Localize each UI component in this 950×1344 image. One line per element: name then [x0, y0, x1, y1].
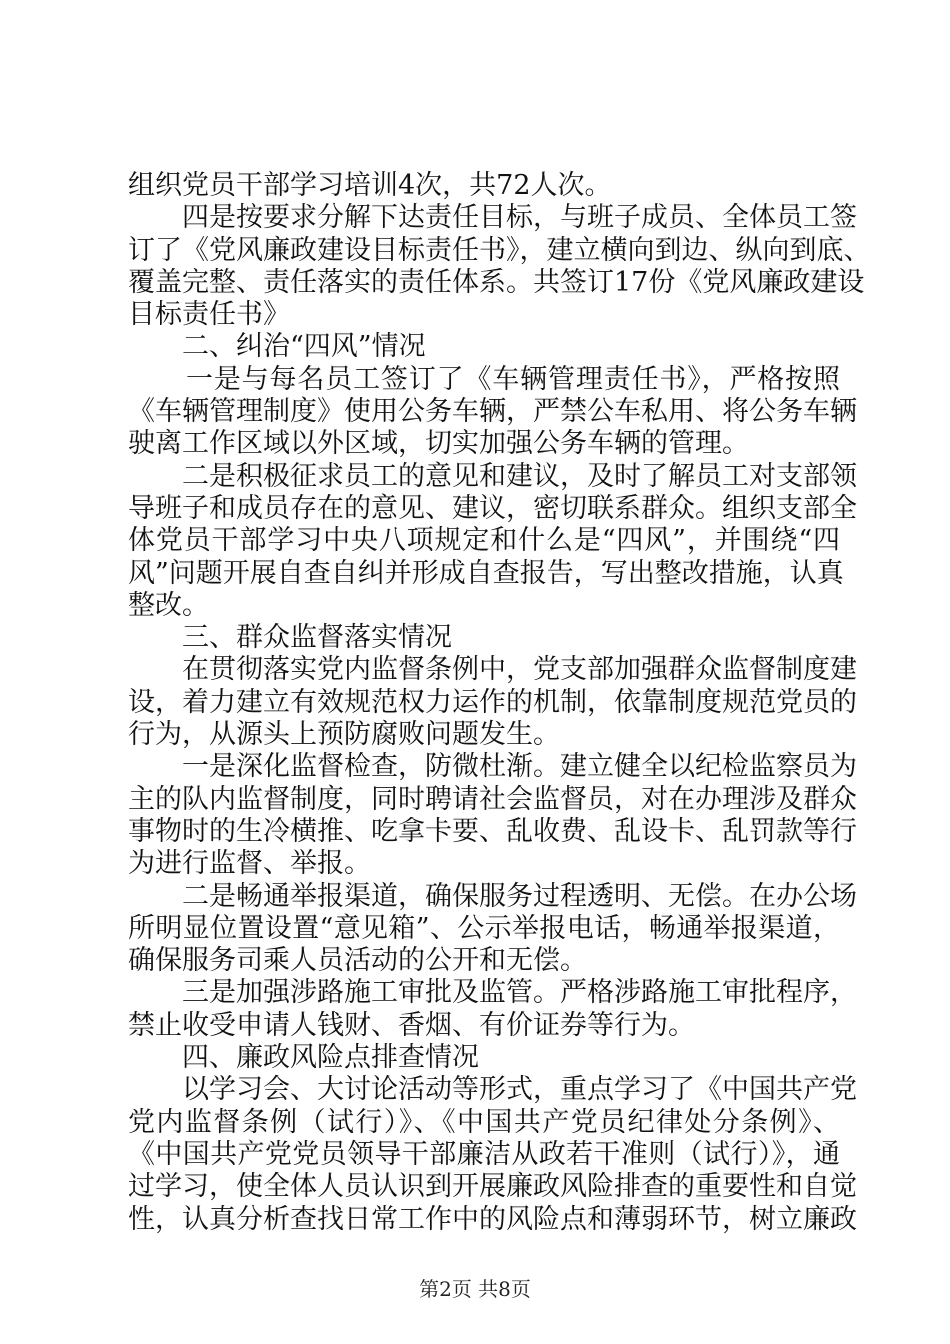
text-line: 覆盖完整、责任落实的责任体系。共签订17份《党风廉政建设 — [128, 266, 865, 298]
section-heading: 二、纠治“四风”情况 — [182, 331, 426, 363]
text-line: 在贯彻落实党内监督条例中，党支部加强群众监督制度建 — [182, 654, 857, 686]
text-line: 四是按要求分解下达责任目标，与班子成员、全体员工签 — [182, 202, 857, 234]
text-line: 党内监督条例（试行）》、《中国共产党员纪律处分条例》、 — [128, 1106, 840, 1138]
text-line: 目标责任书》 — [128, 299, 290, 331]
text-line: 驶离工作区域以外区域，切实加强公务车辆的管理。 — [128, 428, 749, 460]
text-line: 所明显位置设置“意见箱”、公示举报电话，畅通举报渠道， — [128, 912, 840, 944]
text-line: 一是与每名员工签订了《车辆管理责任书》，严格按照 — [186, 363, 840, 395]
text-line: 过学习，使全体人员认识到开展廉政风险排查的重要性和自觉 — [128, 1171, 857, 1203]
text-line: 性，认真分析查找日常工作中的风险点和薄弱环节，树立廉政 — [128, 1203, 857, 1235]
document-body — [128, 170, 871, 1236]
text-line: 《车辆管理制度》使用公务车辆，严禁公车私用、将公务车辆 — [128, 396, 857, 428]
text-line: 为进行监督、举报。 — [128, 848, 371, 880]
section-heading: 三、群众监督落实情况 — [182, 622, 452, 654]
text-line: 二是畅通举报渠道，确保服务过程透明、无偿。在办公场 — [182, 880, 857, 912]
page-number-footer: 第2页 共8页 — [419, 1277, 531, 1301]
text-line: 《中国共产党党员领导干部廉洁从政若干准则（试行）》，通 — [128, 1138, 840, 1170]
text-line: 整改。 — [128, 589, 209, 621]
text-line: 三是加强涉路施工审批及监管。严格涉路施工审批程序， — [182, 977, 857, 1009]
text-line: 主的队内监督制度，同时聘请社会监督员，对在办理涉及群众 — [128, 783, 857, 815]
text-line: 以学习会、大讨论活动等形式，重点学习了《中国共产党 — [182, 1074, 857, 1106]
text-line: 风”问题开展自查自纠并形成自查报告，写出整改措施，认真 — [128, 557, 844, 589]
text-line: 一是深化监督检查，防微杜渐。建立健全以纪检监察员为 — [182, 751, 857, 783]
text-line: 体党员干部学习中央八项规定和什么是“四风”，并围绕“四 — [128, 525, 840, 557]
text-line: 事物时的生冷横推、吃拿卡要、乱收费、乱设卡、乱罚款等行 — [128, 815, 857, 847]
text-line: 设，着力建立有效规范权力运作的机制，依靠制度规范党员的 — [128, 686, 857, 718]
text-line: 组织党员干部学习培训4次，共72人次。 — [128, 170, 612, 201]
text-line: 确保服务司乘人员活动的公开和无偿。 — [128, 945, 587, 977]
text-line: 二是积极征求员工的意见和建议，及时了解员工对支部领 — [182, 460, 857, 492]
text-line: 订了《党风廉政建设目标责任书》，建立横向到边、纵向到底、 — [128, 234, 871, 266]
text-line: 导班子和成员存在的意见、建议，密切联系群众。组织支部全 — [128, 492, 857, 524]
text-line: 禁止收受申请人钱财、香烟、有价证券等行为。 — [128, 1009, 695, 1041]
section-heading: 四、廉政风险点排查情况 — [182, 1042, 479, 1074]
text-line: 行为，从源头上预防腐败问题发生。 — [128, 719, 560, 751]
